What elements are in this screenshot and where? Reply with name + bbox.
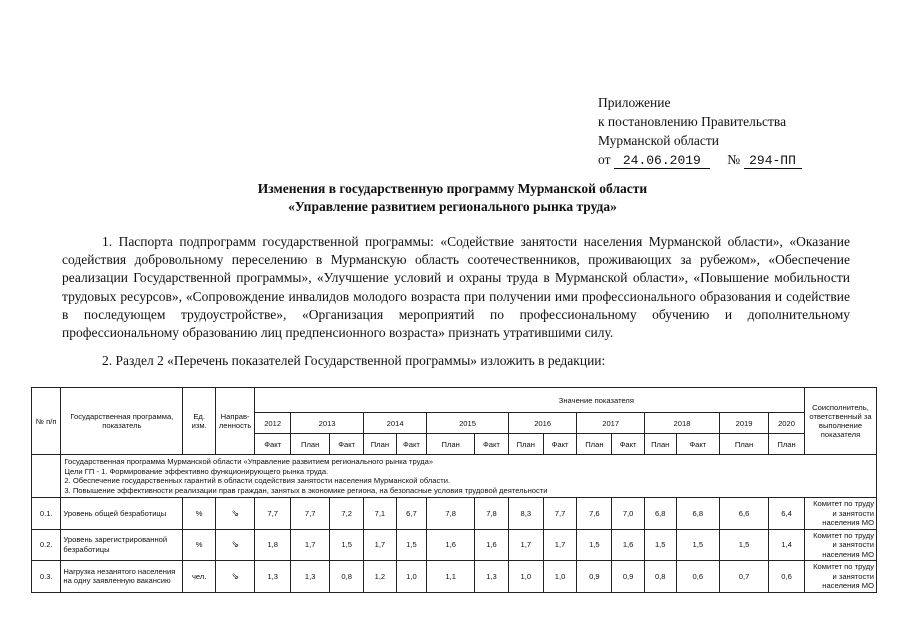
appendix-label: Приложение — [598, 95, 671, 110]
value-cell: 1,5 — [644, 529, 676, 561]
program-line: 2. Обеспечение государственных гарантий в области содействия занятости населения Мурманской области. — [64, 476, 451, 485]
value-cell: 0,8 — [644, 561, 676, 593]
value-cell: 1,7 — [364, 529, 397, 561]
value-cell: 7,7 — [291, 498, 330, 530]
year-header: 2015 — [427, 413, 509, 434]
subheader: Факт — [612, 434, 645, 455]
appendix-region: Мурманской области — [598, 133, 719, 148]
unit-cell: % — [183, 498, 216, 530]
number-label: № — [727, 152, 741, 167]
value-cell: 6,6 — [720, 498, 769, 530]
row-number: 0.2. — [32, 529, 61, 561]
indicator-row — [32, 498, 877, 530]
year-header: 2018 — [644, 413, 719, 434]
subheader: План — [291, 434, 330, 455]
from-label: от — [598, 152, 611, 167]
value-cell: 0,6 — [676, 561, 720, 593]
value-cell: 1,6 — [427, 529, 475, 561]
subheader: Факт — [396, 434, 426, 455]
value-cell: 6,4 — [769, 498, 805, 530]
header-program: Государственная программа, показатель — [61, 388, 183, 455]
value-cell: 1,7 — [543, 529, 577, 561]
value-cell: 7,6 — [577, 498, 612, 530]
value-cell: 1,6 — [612, 529, 645, 561]
responsible-cell: Комитет по труду и занятости населения МО — [804, 561, 876, 593]
subheader: Факт — [475, 434, 509, 455]
responsible-cell: Комитет по труду и занятости населения МО — [804, 529, 876, 561]
value-cell: 7,8 — [427, 498, 475, 530]
year-header: 2012 — [255, 413, 291, 434]
value-cell: 1,5 — [676, 529, 720, 561]
indicator-name: Уровень общей безработицы — [61, 498, 183, 530]
direction-arrow-icon: ⇘ — [216, 561, 255, 593]
value-cell: 6,7 — [396, 498, 426, 530]
value-cell: 7,7 — [255, 498, 291, 530]
subheader: План — [508, 434, 543, 455]
value-cell: 1,5 — [577, 529, 612, 561]
appendix-date-line — [598, 150, 802, 169]
year-header: 2014 — [364, 413, 427, 434]
subheader: План — [644, 434, 676, 455]
indicator-row — [32, 529, 877, 561]
subheader: План — [769, 434, 805, 455]
header-values: Значение показателя — [255, 388, 805, 413]
subheader: План — [364, 434, 397, 455]
header-direction: Направ-ленность — [216, 388, 255, 455]
year-header: 2020 — [769, 413, 805, 434]
subheader: Факт — [330, 434, 364, 455]
value-cell: 1,6 — [475, 529, 509, 561]
appendix-block — [598, 93, 802, 169]
value-cell: 1,3 — [291, 561, 330, 593]
resolution-number: 294-ПП — [744, 153, 802, 169]
value-cell: 1,0 — [543, 561, 577, 593]
subheader: Факт — [676, 434, 720, 455]
value-cell: 0,9 — [577, 561, 612, 593]
resolution-date: 24.06.2019 — [614, 153, 710, 169]
subheader: Факт — [543, 434, 577, 455]
direction-arrow-icon: ⇘ — [216, 498, 255, 530]
value-cell: 1,1 — [427, 561, 475, 593]
subheader: План — [720, 434, 769, 455]
unit-cell: % — [183, 529, 216, 561]
program-line: 3. Повышение эффективности реализации прав граждан, занятых в экономике региона, на безопасные условия трудовой деятельности — [64, 485, 548, 495]
year-header: 2019 — [720, 413, 769, 434]
subheader: План — [577, 434, 612, 455]
year-header: 2013 — [291, 413, 364, 434]
subheader: План — [427, 434, 475, 455]
value-cell: 1,3 — [475, 561, 509, 593]
indicator-row — [32, 561, 877, 593]
subheader: Факт — [255, 434, 291, 455]
paragraph-1: 1. Паспорта подпрограмм государственной программы: «Содействие занятости населения Мурманской области», «Оказание содействия добровольному переселению в Мурманскую область соотечественников, проживающих за рубежом», «Обеспечение реализации Государственной программы», «Улучшение условий и охраны труда в Мурманской области», «Повышение мобильности трудовых ресурсов», «Сопровождение инвалидов молодого возраста при получении ими профессионального образования и содействие в последующем трудоустройстве», «Организация мероприятий по профессиональному обучению и дополнительному профессиональному образованию лиц предпенсионного возраста» признать утратившими силу. — [62, 234, 850, 341]
paragraph-2: 2. Раздел 2 «Перечень показателей Государственной программы» изложить в редакции: — [102, 353, 606, 368]
indicator-name: Нагрузка незанятого населения на одну заявленную вакансию — [61, 561, 183, 593]
row-number: 0.3. — [32, 561, 61, 593]
value-cell: 7,2 — [330, 498, 364, 530]
value-cell: 7,1 — [364, 498, 397, 530]
value-cell: 0,7 — [720, 561, 769, 593]
indicators-table — [31, 387, 877, 593]
value-cell: 1,2 — [364, 561, 397, 593]
value-cell: 1,5 — [396, 529, 426, 561]
value-cell: 1,0 — [508, 561, 543, 593]
header-responsible: Соисполнитель, ответственный за выполнение показателя — [804, 388, 876, 455]
responsible-cell: Комитет по труду и занятости населения МО — [804, 498, 876, 530]
program-description — [61, 455, 877, 498]
value-cell: 0,9 — [612, 561, 645, 593]
document-title — [0, 180, 905, 216]
year-header: 2017 — [577, 413, 645, 434]
value-cell: 1,3 — [255, 561, 291, 593]
unit-cell: чел. — [183, 561, 216, 593]
row-number: 0.1. — [32, 498, 61, 530]
value-cell: 8,3 — [508, 498, 543, 530]
program-line: Цели ГП - 1. Формирование эффективно функционирующего рынка труда. — [64, 466, 329, 476]
program-row — [32, 455, 877, 498]
value-cell: 1,7 — [508, 529, 543, 561]
value-cell: 6,8 — [676, 498, 720, 530]
header-number: № п/п — [32, 388, 61, 455]
indicator-name: Уровень зарегистрированной безработицы — [61, 529, 183, 561]
year-header: 2016 — [508, 413, 577, 434]
direction-arrow-icon: ⇘ — [216, 529, 255, 561]
value-cell: 7,7 — [543, 498, 577, 530]
value-cell: 7,8 — [475, 498, 509, 530]
value-cell: 1,4 — [769, 529, 805, 561]
title-line-2: «Управление развитием регионального рынка труда» — [288, 199, 617, 214]
header-unit: Ед. изм. — [183, 388, 216, 455]
value-cell: 7,0 — [612, 498, 645, 530]
title-line-1: Изменения в государственную программу Мурманской области — [257, 181, 648, 196]
value-cell: 1,7 — [291, 529, 330, 561]
value-cell: 1,5 — [330, 529, 364, 561]
value-cell: 0,8 — [330, 561, 364, 593]
program-line: Государственная программа Мурманской области «Управление развитием регионального рынка труда» — [64, 457, 434, 466]
appendix-resolution: к постановлению Правительства — [598, 114, 787, 129]
value-cell: 1,0 — [396, 561, 426, 593]
value-cell: 1,8 — [255, 529, 291, 561]
value-cell: 6,8 — [644, 498, 676, 530]
value-cell: 1,5 — [720, 529, 769, 561]
value-cell: 0,6 — [769, 561, 805, 593]
